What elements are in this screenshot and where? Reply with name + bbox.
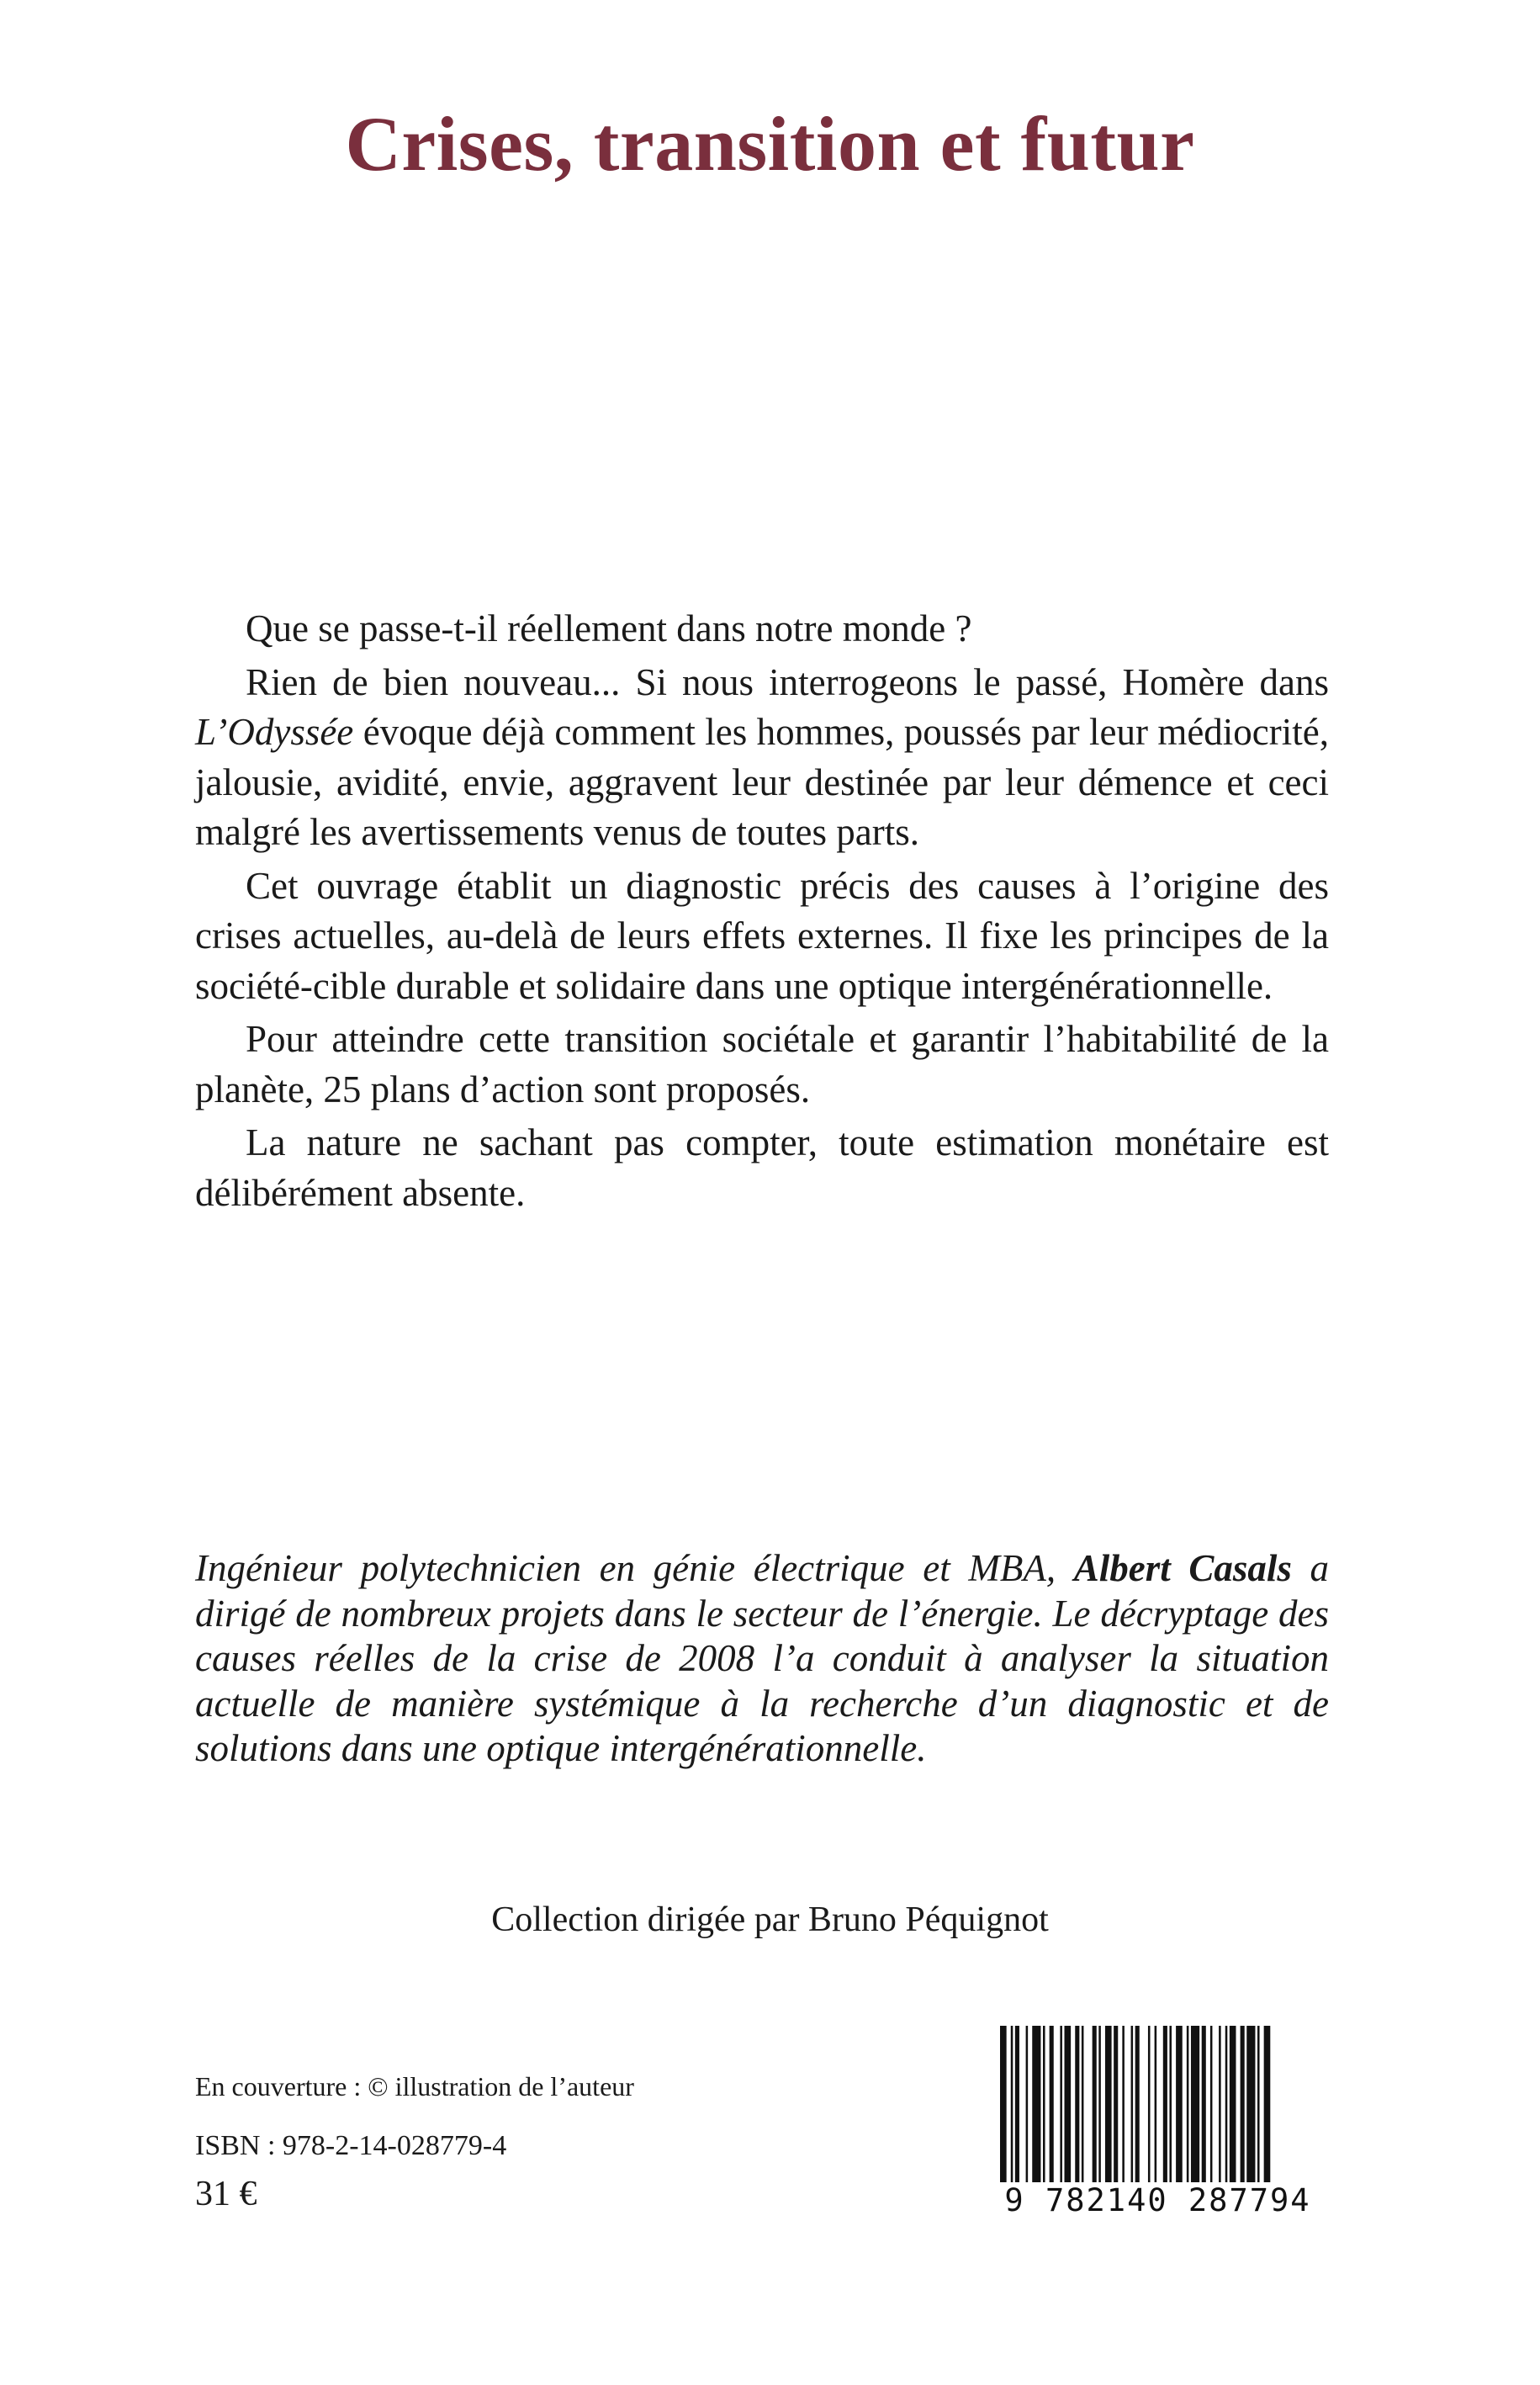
barcode-bar	[1241, 2026, 1245, 2182]
barcode-bar	[1043, 2026, 1045, 2182]
isbn: ISBN : 978-2-14-028779-4	[195, 2130, 507, 2161]
author-name: Albert Casals	[1073, 1547, 1292, 1589]
barcode-bar	[1264, 2026, 1271, 2182]
price: 31 €	[195, 2175, 257, 2213]
odyssey-title: L’Odyssée	[195, 711, 354, 753]
barcode-bar	[1148, 2026, 1151, 2182]
barcode-bar	[1169, 2026, 1172, 2182]
blurb-paragraph-1: Que se passe-t-il réellement dans notre monde ?	[246, 607, 972, 649]
barcode-bar	[1093, 2026, 1097, 2182]
barcode-bar	[1191, 2026, 1199, 2182]
barcode-bar	[1105, 2026, 1112, 2182]
barcode-bar	[1135, 2026, 1140, 2182]
blurb-p2-text: Rien de bien nouveau... Si nous interrogeons le passé, Homère dans	[246, 660, 1329, 703]
back-cover-blurb	[195, 604, 1329, 1218]
barcode-bar	[1187, 2026, 1189, 2182]
barcode-digits: 9 782140 287794	[1004, 2182, 1311, 2218]
barcode-bar	[1000, 2026, 1007, 2182]
author-bio	[195, 1546, 1329, 1772]
collection-credit: Collection dirigée par Bruno Péquignot	[491, 1900, 1049, 1939]
barcode-bar	[1011, 2026, 1013, 2182]
barcode-bar	[1015, 2026, 1019, 2182]
barcode-bar	[1225, 2026, 1228, 2182]
barcode-bar	[1026, 2026, 1029, 2182]
barcode-bar	[1163, 2026, 1167, 2182]
barcode-bars	[995, 2026, 1320, 2182]
barcode-bar	[1032, 2026, 1040, 2182]
barcode-bar	[1131, 2026, 1134, 2182]
blurb-paragraph-4: Pour atteindre cette transition sociétale et garantir l’habitabilité de la planète, 25 plans d’action sont proposés.	[195, 1018, 1329, 1110]
barcode-bar	[1155, 2026, 1157, 2182]
barcode-bar	[1050, 2026, 1054, 2182]
barcode-bar	[1098, 2026, 1101, 2182]
barcode-bar	[1230, 2026, 1236, 2182]
barcode-bar	[1122, 2026, 1125, 2182]
blurb-paragraph-5: La nature ne sachant pas compter, toute estimation monétaire est délibérément absente.	[195, 1121, 1329, 1214]
cover-illustration-credit: En couverture : © illustration de l’auteur	[195, 2071, 634, 2101]
barcode-bar	[1202, 2026, 1206, 2182]
barcode-bar	[1210, 2026, 1213, 2182]
barcode-bar	[1114, 2026, 1118, 2182]
barcode-bar	[1176, 2026, 1183, 2182]
isbn-barcode	[995, 2026, 1320, 2218]
barcode-bar	[1082, 2026, 1084, 2182]
barcode-bar	[1257, 2026, 1260, 2182]
barcode-bar	[1075, 2026, 1079, 2182]
barcode-bar	[1060, 2026, 1062, 2182]
blurb-paragraph-3: Cet ouvrage établit un diagnostic précis des causes à l’origine des crises actuelles, au-delà de leurs effets externes. Il fixe les principes de la société-cible durable et solidaire dans une optique intergénérationnelle.	[195, 864, 1329, 1007]
barcode-bar	[1065, 2026, 1072, 2182]
blurb-paragraph-2	[195, 658, 1329, 858]
book-title: Crises, transition et futur	[345, 101, 1195, 187]
bio-intro: Ingénieur polytechnicien en génie électrique et MBA,	[195, 1547, 1074, 1589]
bio-rest: a dirigé de nombreux projets dans le secteur de l’énergie. Le décryptage des causes réelles de la crise de 2008 l’a conduit à analyser la situation actuelle de manière systémique à la recherche d’un diagnostic et de solutions dans une optique intergénérationnelle.	[195, 1547, 1330, 1769]
barcode-bar	[1246, 2026, 1255, 2182]
barcode-bar	[1219, 2026, 1221, 2182]
blurb-p2-text-end: évoque déjà comment les hommes, poussés par leur médiocrité, jalousie, avidité, envie, aggravent leur destinée par leur démence et ceci malgré les avertissements venus de toutes parts.	[195, 711, 1329, 853]
